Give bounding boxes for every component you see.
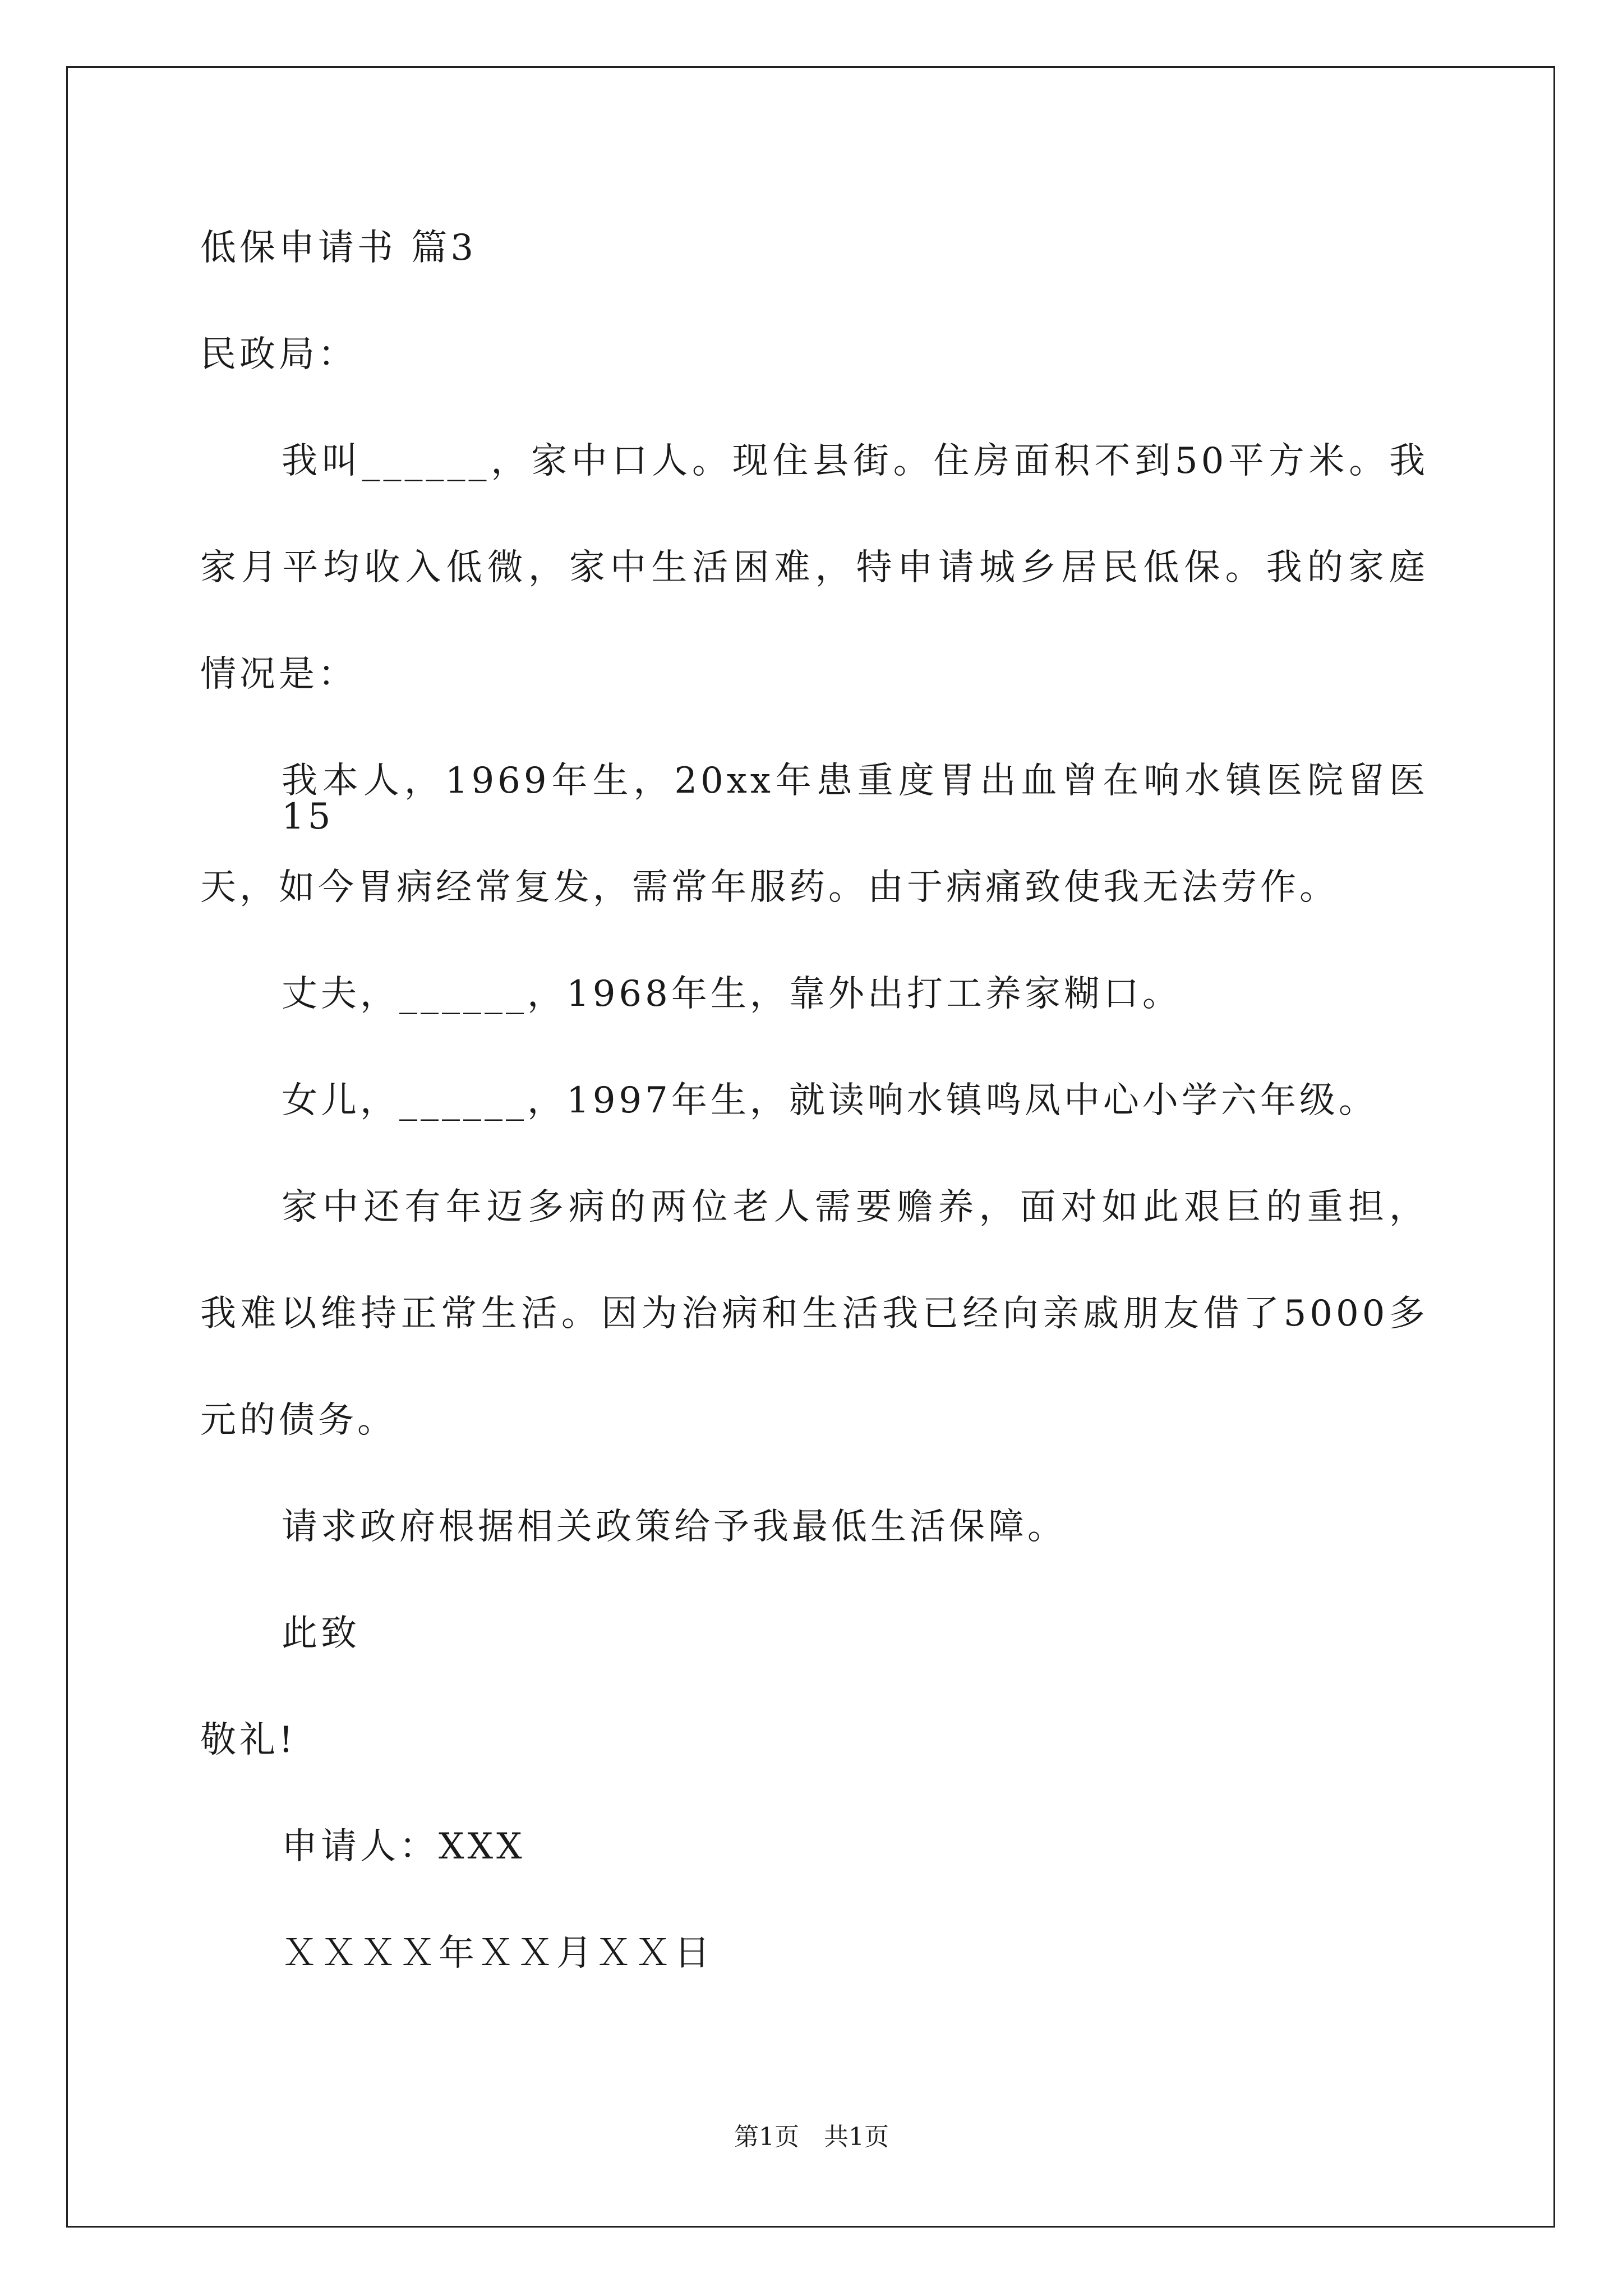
paragraph-line-1: 我叫______，家中口人。现住县街。住房面积不到50平方米。我 (282, 440, 1428, 482)
paragraph-line-4: 我本人，1969年生，20xx年患重度胃出血曾在响水镇医院留医15 (282, 760, 1428, 838)
paragraph-line-8: 家中还有年迈多病的两位老人需要赡养，面对如此艰巨的重担， (282, 1186, 1428, 1228)
closing-ci-zhi: 此致 (282, 1613, 360, 1654)
date: ＸＸＸＸ年ＸＸ月ＸＸ日 (282, 1932, 713, 1974)
applicant: 申请人：XXX (282, 1826, 525, 1867)
paragraph-line-7: 女儿，______，1997年生，就读响水镇鸣凤中心小学六年级。 (282, 1080, 1378, 1121)
salutation: 民政局： (200, 334, 357, 375)
page-border (66, 66, 1555, 2228)
paragraph-line-3: 情况是： (200, 654, 357, 695)
paragraph-line-11: 请求政府根据相关政策给予我最低生活保障。 (282, 1506, 1067, 1548)
paragraph-line-9: 我难以维持正常生活。因为治病和生活我已经向亲戚朋友借了5000多 (200, 1293, 1428, 1335)
page-footer: 第1页 共1页 (734, 2123, 889, 2151)
document-title: 低保申请书 篇3 (200, 227, 477, 269)
paragraph-line-5: 天，如今胃病经常复发，需常年服药。由于病痛致使我无法劳作。 (200, 867, 1339, 908)
paragraph-line-2: 家月平均收入低微，家中生活困难，特申请城乡居民低保。我的家庭 (200, 547, 1428, 588)
paragraph-line-6: 丈夫，______，1968年生，靠外出打工养家糊口。 (282, 973, 1182, 1015)
paragraph-line-10: 元的债务。 (200, 1400, 396, 1441)
closing-jing-li: 敬礼! (200, 1719, 297, 1761)
